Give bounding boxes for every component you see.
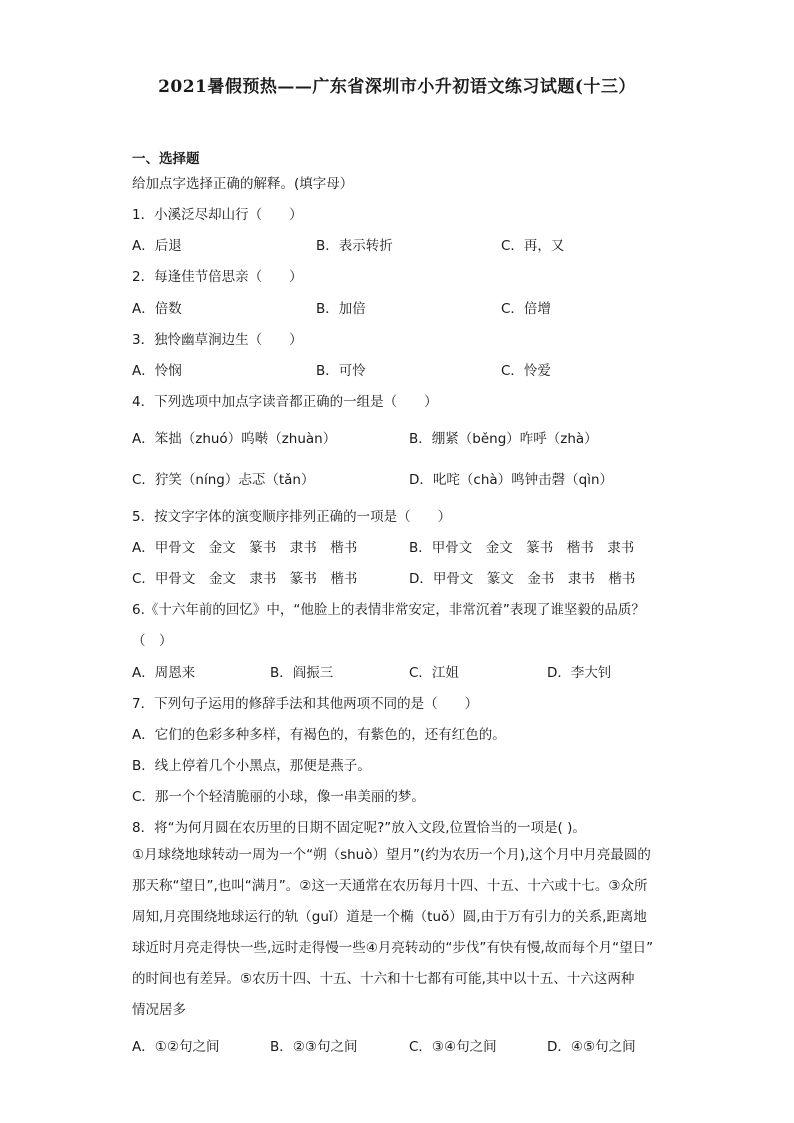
question-6-option-a[interactable]: A．周恩来 — [132, 665, 196, 681]
passage-line: 那天称“望日”,也叫“满月”。②这一天通常在农历每月十四、十五、十六或十七。③众所 — [132, 878, 648, 894]
question-3-option-a[interactable]: A．怜悯 — [132, 363, 182, 379]
question-2-option-c[interactable]: C．倍增 — [501, 301, 551, 317]
question-4-option-a[interactable]: A．笨拙（zhuó）呜啭（zhuàn） — [132, 431, 337, 447]
section-heading: 一、选择题 — [132, 151, 200, 167]
question-6-option-b[interactable]: B．阎振三 — [270, 665, 334, 681]
question-5-option-a[interactable]: A．甲骨文 金文 篆书 隶书 楷书 — [132, 540, 358, 556]
question-1-option-c[interactable]: C．再，又 — [501, 238, 565, 254]
question-2-option-b[interactable]: B．加倍 — [316, 301, 366, 317]
passage-line: 情况居多 — [132, 1002, 186, 1018]
passage-line: 球近时月亮走得快一些,远时走得慢一些④月亮转动的“步伐”有快有慢,故而每个月“望日” — [132, 940, 654, 956]
question-3-option-c[interactable]: C．怜爱 — [501, 363, 551, 379]
document-title: 2021暑假预热——广东省深圳市小升初语文练习试题(十三） — [158, 77, 636, 97]
question-7-stem: 7．下列句子运用的修辞手法和其他两项不同的是（ ） — [132, 696, 479, 712]
question-4-stem: 4．下列选项中加点字读音都正确的一组是（ ） — [132, 394, 438, 410]
passage-line: ①月球绕地球转动一周为一个“朔（shuò）望月”(约为农历一个月),这个月中月亮最圆的 — [132, 847, 651, 863]
question-5-option-c[interactable]: C．甲骨文 金文 隶书 篆书 楷书 — [132, 571, 358, 587]
question-6-option-d[interactable]: D．李大钊 — [547, 665, 612, 681]
question-7-option-b[interactable]: B．线上停着几个小黑点，那便是燕子。 — [132, 758, 371, 774]
question-4-option-b[interactable]: B．绷紧（běng）咋呼（zhà） — [409, 431, 598, 447]
question-8-option-c[interactable]: C．③④句之间 — [409, 1039, 497, 1055]
question-8-option-d[interactable]: D．④⑤句之间 — [547, 1039, 636, 1055]
passage-line: 周知,月亮围绕地球运行的轨（guǐ）道是一个椭（tuǒ）圆,由于万有引力的关系,距离地 — [132, 909, 647, 925]
question-3-option-b[interactable]: B．可怜 — [316, 363, 366, 379]
question-5-option-d[interactable]: D．甲骨文 篆文 金书 隶书 楷书 — [409, 571, 636, 587]
passage-line: 的时间也有差异。⑤农历十四、十五、十六和十七都有可能,其中以十五、十六这两种 — [132, 971, 635, 987]
question-7-option-a[interactable]: A．它们的色彩多种多样，有褐色的，有紫色的，还有红色的。 — [132, 727, 506, 743]
instruction: 给加点字选择正确的解释。(填字母） — [132, 176, 354, 192]
question-4-option-d[interactable]: D．叱咤（chà）鸣钟击磬（qìn） — [409, 472, 614, 488]
question-6-option-c[interactable]: C．江姐 — [409, 665, 459, 681]
question-5-option-b[interactable]: B．甲骨文 金文 篆书 楷书 隶书 — [409, 540, 635, 556]
question-2-option-a[interactable]: A．倍数 — [132, 301, 182, 317]
question-6-blank: （ ） — [132, 633, 173, 649]
question-8-option-a[interactable]: A．①②句之间 — [132, 1039, 220, 1055]
question-2-stem: 2．每逢佳节倍思亲（ ） — [132, 269, 303, 285]
question-8-option-b[interactable]: B．②③句之间 — [270, 1039, 358, 1055]
question-4-option-c[interactable]: C．狞笑（níng）忐忑（tǎn） — [132, 472, 315, 488]
question-3-stem: 3．独怜幽草涧边生（ ） — [132, 332, 303, 348]
question-5-stem: 5．按文字字体的演变顺序排列正确的一项是（ ） — [132, 509, 452, 525]
question-1-option-b[interactable]: B．表示转折 — [316, 238, 393, 254]
question-8-passage — [132, 840, 662, 1026]
question-7-option-c[interactable]: C．那一个个轻清脆丽的小球，像一串美丽的梦。 — [132, 789, 425, 805]
question-1-stem: 1．小溪泛尽却山行（ ） — [132, 207, 303, 223]
question-8-stem: 8．将“为何月圆在农历里的日期不固定呢?”放入文段,位置恰当的一项是( )。 — [132, 820, 586, 836]
question-1-option-a[interactable]: A．后退 — [132, 238, 182, 254]
question-6-stem: 6.《十六年前的回忆》中，“他脸上的表情非常安定，非常沉着”表现了谁坚毅的品质？ — [132, 602, 645, 618]
